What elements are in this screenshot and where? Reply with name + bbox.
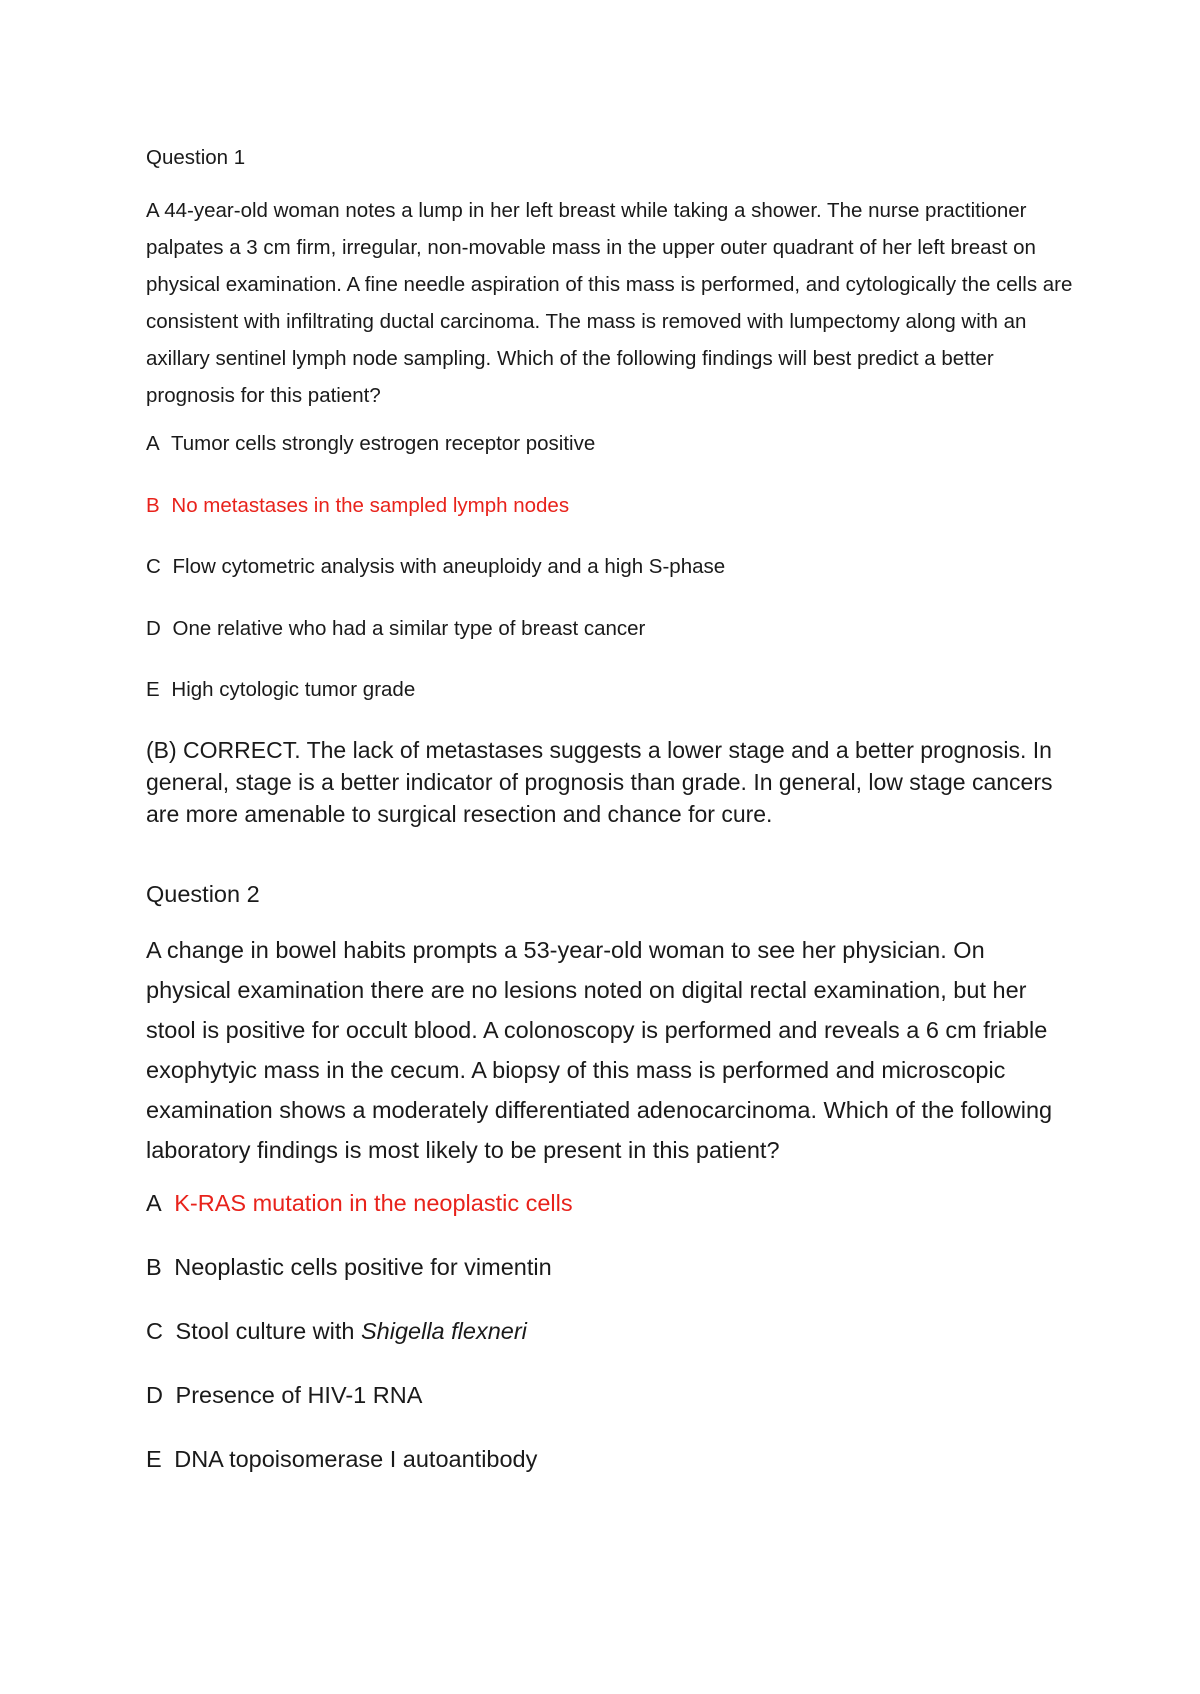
option-text: DNA topoisomerase I autoantibody (174, 1446, 538, 1472)
option-letter: A (146, 1190, 162, 1216)
option-letter: C (146, 1318, 163, 1344)
option-text-italic: Shigella flexneri (361, 1318, 527, 1344)
option-text: High cytologic tumor grade (171, 678, 416, 701)
option-letter: A (146, 432, 160, 455)
option-text-prefix: Stool culture with (175, 1318, 361, 1344)
question-1-option-b-correct (146, 488, 1076, 550)
option-letter: D (146, 616, 161, 640)
option-text: One relative who had a similar type of breast cancer (172, 616, 646, 640)
question-1-option-d (146, 611, 1076, 673)
question-1-options (146, 426, 1076, 734)
question-1-explanation: (B) CORRECT. The lack of metastases suggests a lower stage and a better prognosis. In general, stage is a better indicator of prognosis than grade. In general, low stage cancers are more amenable to surgical resection and chance for cure. (146, 736, 1053, 827)
question-2-options (146, 1184, 1076, 1504)
option-text: No metastases in the sampled lymph nodes (171, 493, 570, 517)
question-2-option-b (146, 1248, 1076, 1312)
question-1-stem: A 44-year-old woman notes a lump in her left breast while taking a shower. The nurse practitioner palpates a 3 cm firm, irregular, non-movable mass in the upper outer quadrant of her left breast on physical examination. A fine needle aspiration of this mass is performed, and cytologically the cells are consistent with infiltrating ductal carcinoma. The mass is removed with lumpectomy along with an axillary sentinel lymph node sampling. Which of the following findings will best predict a better prognosis for this patient? (146, 199, 1073, 407)
option-letter: B (146, 493, 160, 517)
question-1-option-c (146, 549, 1076, 611)
question-2-option-d (146, 1376, 1076, 1440)
question-1-option-a (146, 426, 1076, 488)
option-letter: C (146, 555, 161, 578)
option-text: Flow cytometric analysis with aneuploidy and a high S-phase (172, 555, 726, 578)
question-2-option-e (146, 1440, 1076, 1504)
option-text: Neoplastic cells positive for vimentin (174, 1254, 552, 1280)
option-letter: D (146, 1382, 163, 1408)
question-2-option-c (146, 1312, 1076, 1376)
question-2 (146, 874, 1076, 1504)
question-2-stem: A change in bowel habits prompts a 53-year-old woman to see her physician. On physical examination there are no lesions noted on digital rectal examination, but her stool is positive for occult blood. A colonoscopy is performed and reveals a 6 cm friable exophytyic mass in the cecum. A biopsy of this mass is performed and microscopic examination shows a moderately differentiated adenocarcinoma. Which of the following laboratory findings is most likely to be present in this patient? (146, 937, 1053, 1163)
option-letter: B (146, 1254, 162, 1280)
question-2-heading: Question 2 (146, 881, 260, 907)
question-1-heading: Question 1 (146, 146, 246, 169)
option-text: Presence of HIV-1 RNA (175, 1382, 423, 1408)
option-letter: E (146, 678, 160, 701)
question-1 (146, 144, 1076, 830)
option-letter: E (146, 1446, 162, 1472)
question-2-option-a-correct (146, 1184, 1076, 1248)
option-text: K-RAS mutation in the neoplastic cells (174, 1190, 573, 1216)
option-text: Tumor cells strongly estrogen receptor positive (171, 432, 596, 455)
question-1-option-e (146, 672, 1076, 734)
